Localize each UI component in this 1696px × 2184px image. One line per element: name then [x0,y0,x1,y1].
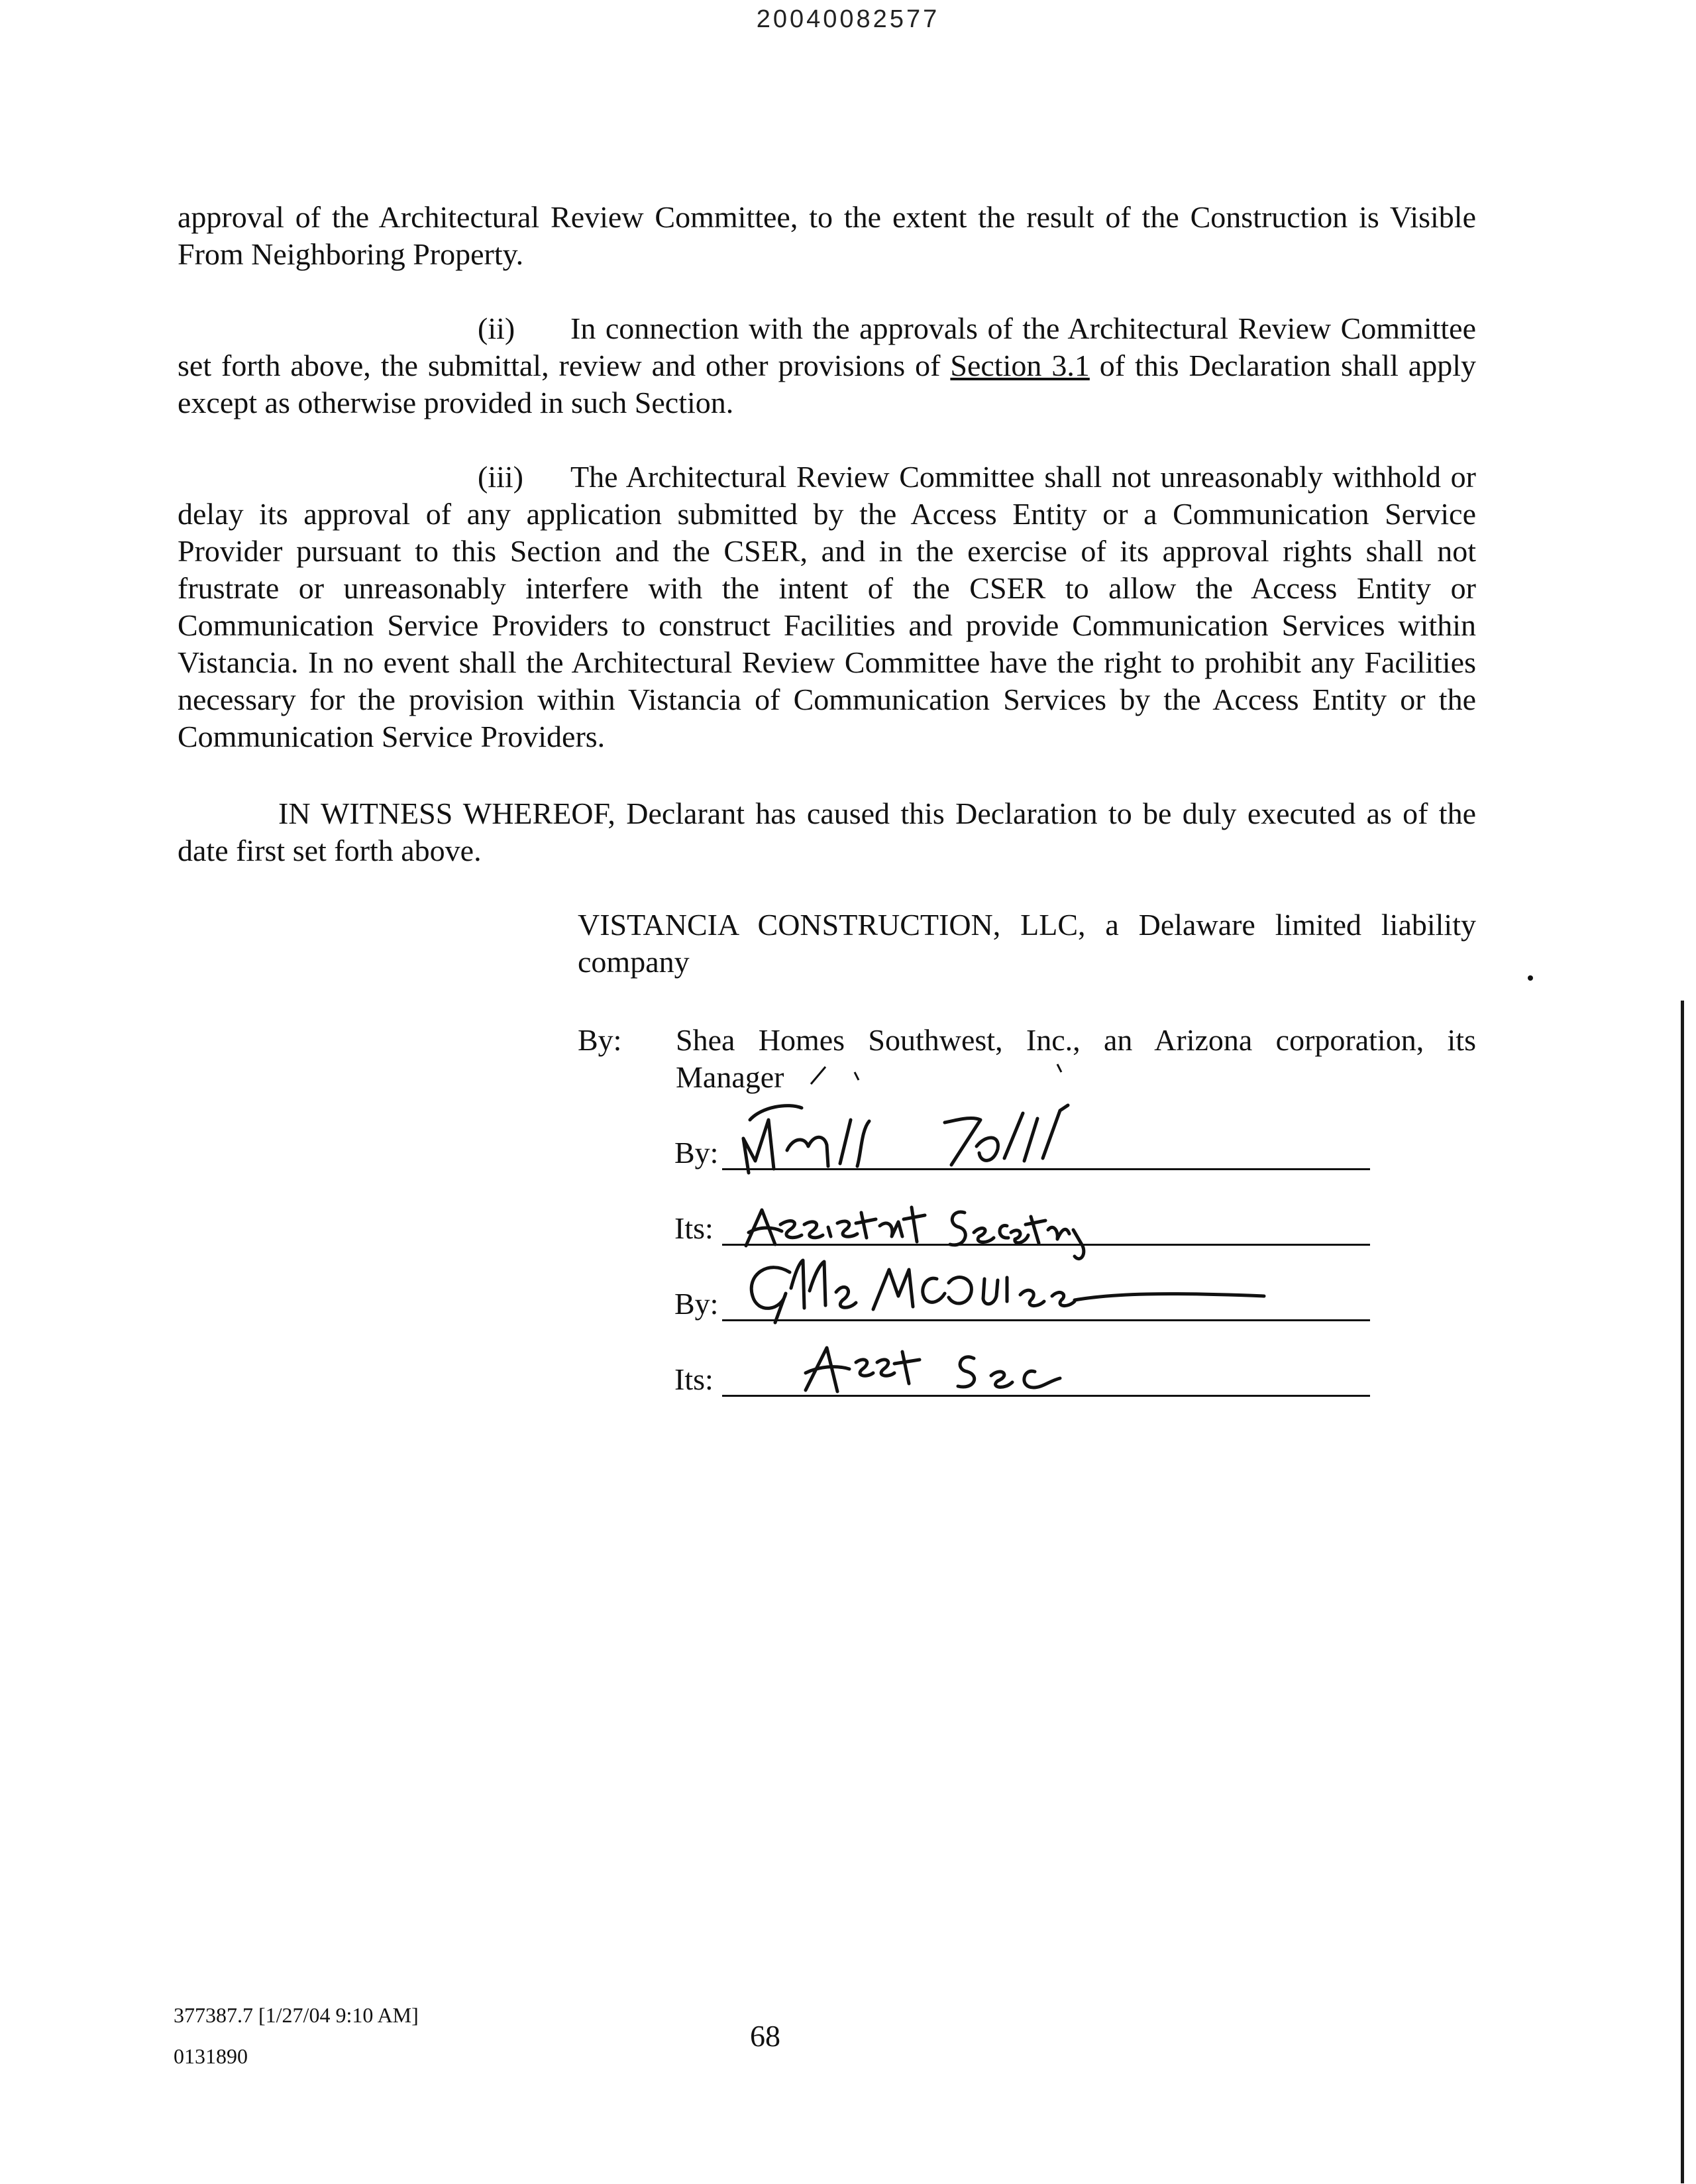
signature-by-1 [743,1105,1068,1173]
recording-number: 20040082577 [756,5,940,33]
section-reference: Section 3.1 [950,349,1090,382]
witness-clause: IN WITNESS WHEREOF, Declarant has caused this Declaration to be duly executed as of the date first set forth above. [178,796,1476,867]
entity-name: VISTANCIA CONSTRUCTION, LLC, a Delaware limited liability company [578,908,1476,979]
signature-label: By: [674,1287,719,1321]
signature-label: Its: [674,1362,714,1396]
paragraph-number: (iii) [478,460,523,494]
signature-by-2 [751,1260,1264,1323]
signature-its-1 [746,1207,1084,1259]
scan-edge-line [1681,1001,1684,2183]
paragraph-continuation: approval of the Architectural Review Committee, to the extent the result of the Construction is Visible From Neighboring Property. [178,200,1476,271]
document-id: 377387.7 [1/27/04 9:10 AM] [174,2003,419,2027]
footer-ids [174,1994,419,2077]
scan-speck [1528,975,1533,981]
signature-its-2 [806,1348,1060,1392]
by-label: By: [578,1023,622,1057]
paragraph-text: of this Declaration shall apply except as otherwise provided in such Section. [178,349,1476,419]
client-number: 0131890 [174,2044,248,2068]
manager-text: Shea Homes Southwest, Inc., an Arizona corporation, its Manager [676,1023,1476,1094]
paragraph-text: The Architectural Review Committee shall not unreasonably withhold or delay its approval of any application submitted by the Access Entity or a Communication Service Provider pursuant to this Section and the CSER, and in the exercise of its approval rights shall not frustrate or unreasonably interfere with the intent of the CSER to allow the Access Entity or Communication Service Providers to construct Facilities and provide Communication Services within Vistancia. In no event shall the Architectural Review Committee have the right to prohibit any Facilities necessary for the provision within Vistancia of Communication Services by the Access Entity or the Communication Service Providers. [178,460,1476,753]
paragraph-number: (ii) [478,311,515,345]
paragraph-text: In connection with the approvals of the Architectural Review Committee set forth above, the submittal, review and other provisions of [178,311,1476,382]
page-number: 68 [750,2019,780,2053]
signature-label: Its: [674,1211,714,1245]
signature-label: By: [674,1136,719,1170]
